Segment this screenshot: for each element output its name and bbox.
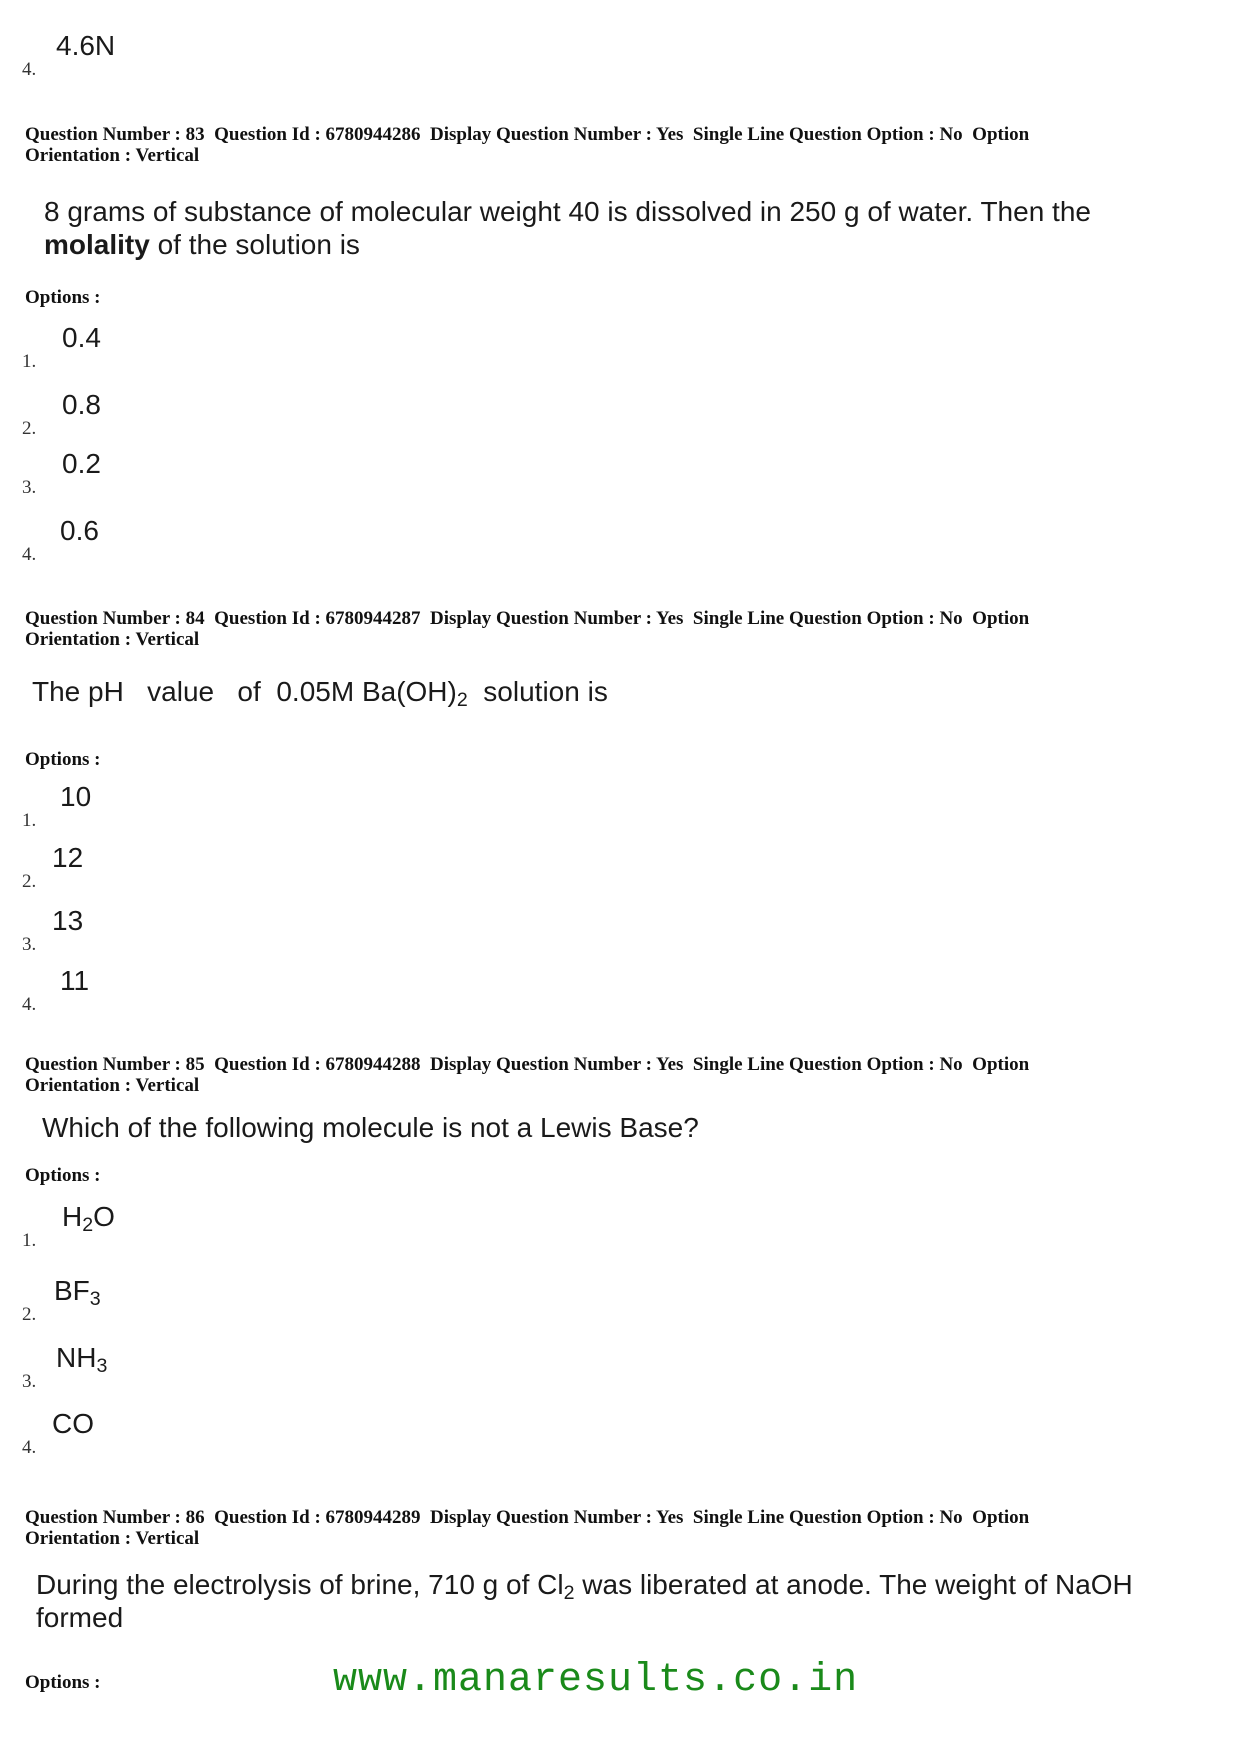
question-84-option-1[interactable]: 1. 10: [22, 781, 92, 831]
question-84-option-3[interactable]: 3. 13: [22, 905, 84, 955]
question-86-meta: Question Number : 86 Question Id : 6780944289 Display Question Number : Yes Single Line Question Option : No Option Orientation : Vertical: [25, 1507, 1030, 1549]
question-84-meta: Question Number : 84 Question Id : 6780944287 Display Question Number : Yes Single Line Question Option : No Option Orientation : Vertical: [25, 608, 1030, 650]
question-85-option-4[interactable]: 4. CO: [22, 1408, 94, 1458]
question-83-option-2[interactable]: 2. 0.8: [22, 389, 101, 439]
watermark: www.manaresults.co.in: [333, 1658, 859, 1703]
question-85-option-1[interactable]: 1. $H_2O$: [22, 1201, 115, 1251]
question-84-text: The pH value of 0.05M $Ba(OH)_2$ solution is: [32, 676, 608, 711]
question-85-option-2[interactable]: 2. $BF_3$: [22, 1275, 101, 1325]
option-value: 4.6N: [56, 30, 116, 61]
question-84-option-4[interactable]: 4. 11: [22, 965, 90, 1015]
options-label: Options :: [25, 1672, 101, 1693]
bold-term: molality: [44, 229, 150, 260]
question-83-option-4[interactable]: 4. 0.6: [22, 515, 99, 565]
question-83-option-1[interactable]: 1. 0.4: [22, 322, 101, 372]
previous-question-option-4: [22, 30, 422, 80]
question-84-option-2[interactable]: 2. 12: [22, 842, 84, 892]
question-83-meta: Question Number : 83 Question Id : 6780944286 Display Question Number : Yes Single Line Question Option : No Option Orientation : Vertical: [25, 124, 1030, 166]
question-85-text: Which of the following molecule is not a Lewis Base?: [42, 1112, 699, 1143]
question-83-text: 8 grams of substance of molecular weight 40 is dissolved in 250 g of water. Then the molality of the solution is: [44, 196, 1091, 260]
option-number: 4.: [22, 59, 37, 80]
question-85-option-3[interactable]: 3. $NH_3$: [22, 1342, 108, 1392]
options-label: Options :: [25, 749, 101, 770]
question-86-text: During the electrolysis of brine, 710 g of $Cl_2$ was liberated at anode. The weight of NaOH formed: [36, 1569, 1133, 1633]
options-label: Options :: [25, 287, 101, 308]
question-85-meta: Question Number : 85 Question Id : 6780944288 Display Question Number : Yes Single Line Question Option : No Option Orientation : Vertical: [25, 1054, 1030, 1096]
question-83-option-3[interactable]: 3. 0.2: [22, 448, 101, 498]
options-label: Options :: [25, 1165, 101, 1186]
